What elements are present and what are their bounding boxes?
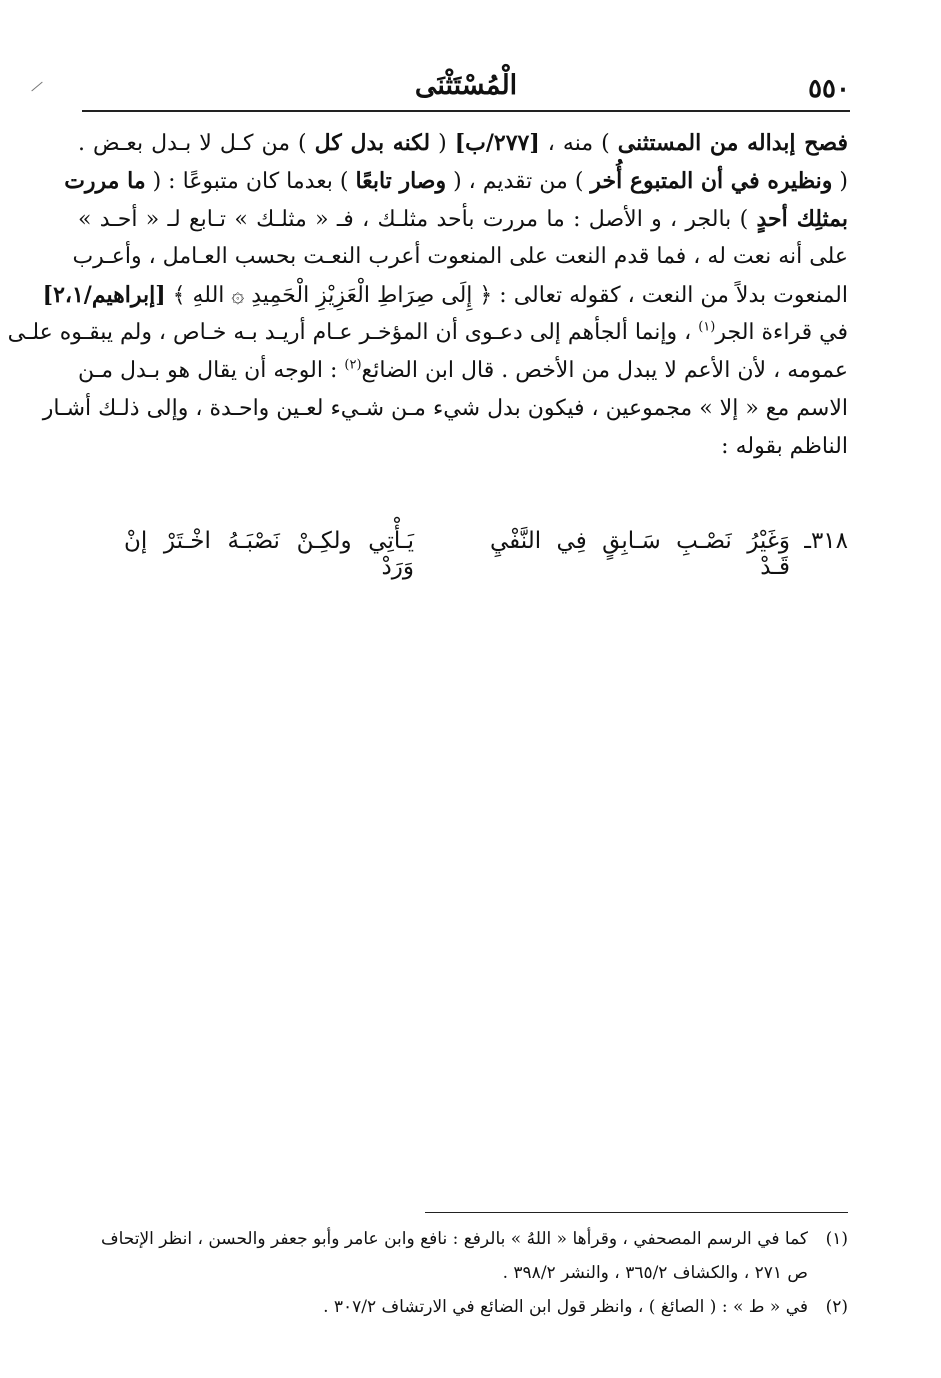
text-segment: [إبراهيم/٢،١] [42, 282, 166, 308]
text-segment: على أنه نعت له ، فما قدم النعت على المنعوت أعرب النعـت بحسب العـامل ، وأعـرب [72, 244, 848, 269]
text-line [64, 162, 848, 200]
verse-second-hemistich: يَـأْتِي ولكِـنْ نَصْبَـهُ اخْـتَرْ إنْ وَرَدْ [124, 528, 414, 580]
text-line [78, 124, 848, 162]
body-text [7, 124, 848, 466]
text-segment: ) من كـل لا بـدل بعـض . [78, 131, 315, 156]
header-rule [82, 110, 850, 112]
text-line [78, 428, 848, 466]
page-number: ٥٥٠ [808, 74, 850, 104]
verse-318 [78, 528, 848, 580]
text-segment: عمومه ، لأن الأعم لا يبدل من الأخص . قال ابن الضائع [361, 358, 848, 383]
verse-number: ٣١٨ـ [804, 528, 848, 554]
text-segment: فصح إبداله من المستثنى [617, 130, 848, 156]
footnote-mark: (١) [825, 1229, 848, 1249]
footnote-2 [78, 1290, 848, 1324]
text-segment: وصار تابعًا [355, 168, 447, 194]
text-line [78, 352, 848, 390]
text-segment: ما مررت [64, 168, 146, 194]
text-segment: بمثلِك أحدٍ [756, 206, 848, 232]
footnote-rule [425, 1212, 848, 1213]
running-title: الْمُسْتَثْنَى [414, 70, 518, 101]
text-segment: في قراءة الجر [715, 320, 848, 345]
footnote-reference: (٢) [344, 357, 362, 373]
footnote-1-continuation: ص ٢٧١ ، والكشاف ٣٦٥/٢ ، والنشر ٣٩٨/٢ . [502, 1263, 808, 1283]
text-segment: ونظيره في أن المتبوع أُخر [590, 168, 833, 194]
text-segment: ( [832, 169, 848, 194]
margin-pencil-mark [31, 82, 42, 92]
footnote-1 [78, 1222, 848, 1256]
text-line [72, 238, 848, 276]
footnote-text: في « ط » : ( الصائغ ) ، وانظر قول ابن الضائع في الارتشاف ٣٠٧/٢ . [323, 1297, 808, 1317]
text-segment: ) منه ، [539, 131, 618, 156]
text-line [78, 200, 848, 238]
page-header [82, 68, 850, 108]
text-segment: ، وإنما ألجأهم إلى دعـوى أن المؤخـر عـام أريـد بـه خـاص ، ولم يبقـوه علـى [7, 320, 699, 345]
text-segment: المنعوت بدلاً من النعت ، كقوله تعالى : ﴿ إِلَى صِرَاطِ الْعَزِيْزِ الْحَمِيدِ ۞ اللهِ ﴾ [165, 283, 848, 308]
text-segment: ) بعدما كان متبوعًا : ( [145, 169, 356, 194]
verse-first-hemistich: وَغَيْرُ نَصْـبِ سَـابِقٍ فِي النَّفْيِ قَـدْ [490, 528, 790, 580]
footnote-reference: (١) [698, 319, 716, 335]
text-line [7, 314, 848, 352]
text-line [42, 276, 848, 314]
footnote-mark: (٢) [825, 1297, 848, 1317]
text-segment: الناظم بقوله : [721, 434, 848, 459]
text-segment: ) بالجر ، و الأصل : ما مررت بأحد مثلـك ، فـ « مثلـك » تـابع لـ « أحـد » [78, 207, 757, 232]
text-segment: : الوجه أن يقال هو بـدل مـن [78, 358, 345, 383]
footnote-text: كما في الرسم المصحفي ، وقرأها « اللهُ » بالرفع : نافع وابن عامر وأبو جعفر والحسن ، انظر الإتحاف [100, 1229, 808, 1249]
text-line [42, 390, 848, 428]
footnotes [78, 1222, 848, 1324]
text-segment: [٢٧٧/ب] [454, 130, 540, 156]
text-segment: الاسم مع « إلا » مجموعين ، فيكون بدل شيء مـن شـيء لعـين واحـدة ، وإلى ذلـك أشـار [42, 396, 848, 421]
text-segment: لكنه بدل كل [314, 130, 431, 156]
text-segment: ) من تقديم ، ( [446, 169, 591, 194]
text-segment: ( [430, 131, 455, 156]
